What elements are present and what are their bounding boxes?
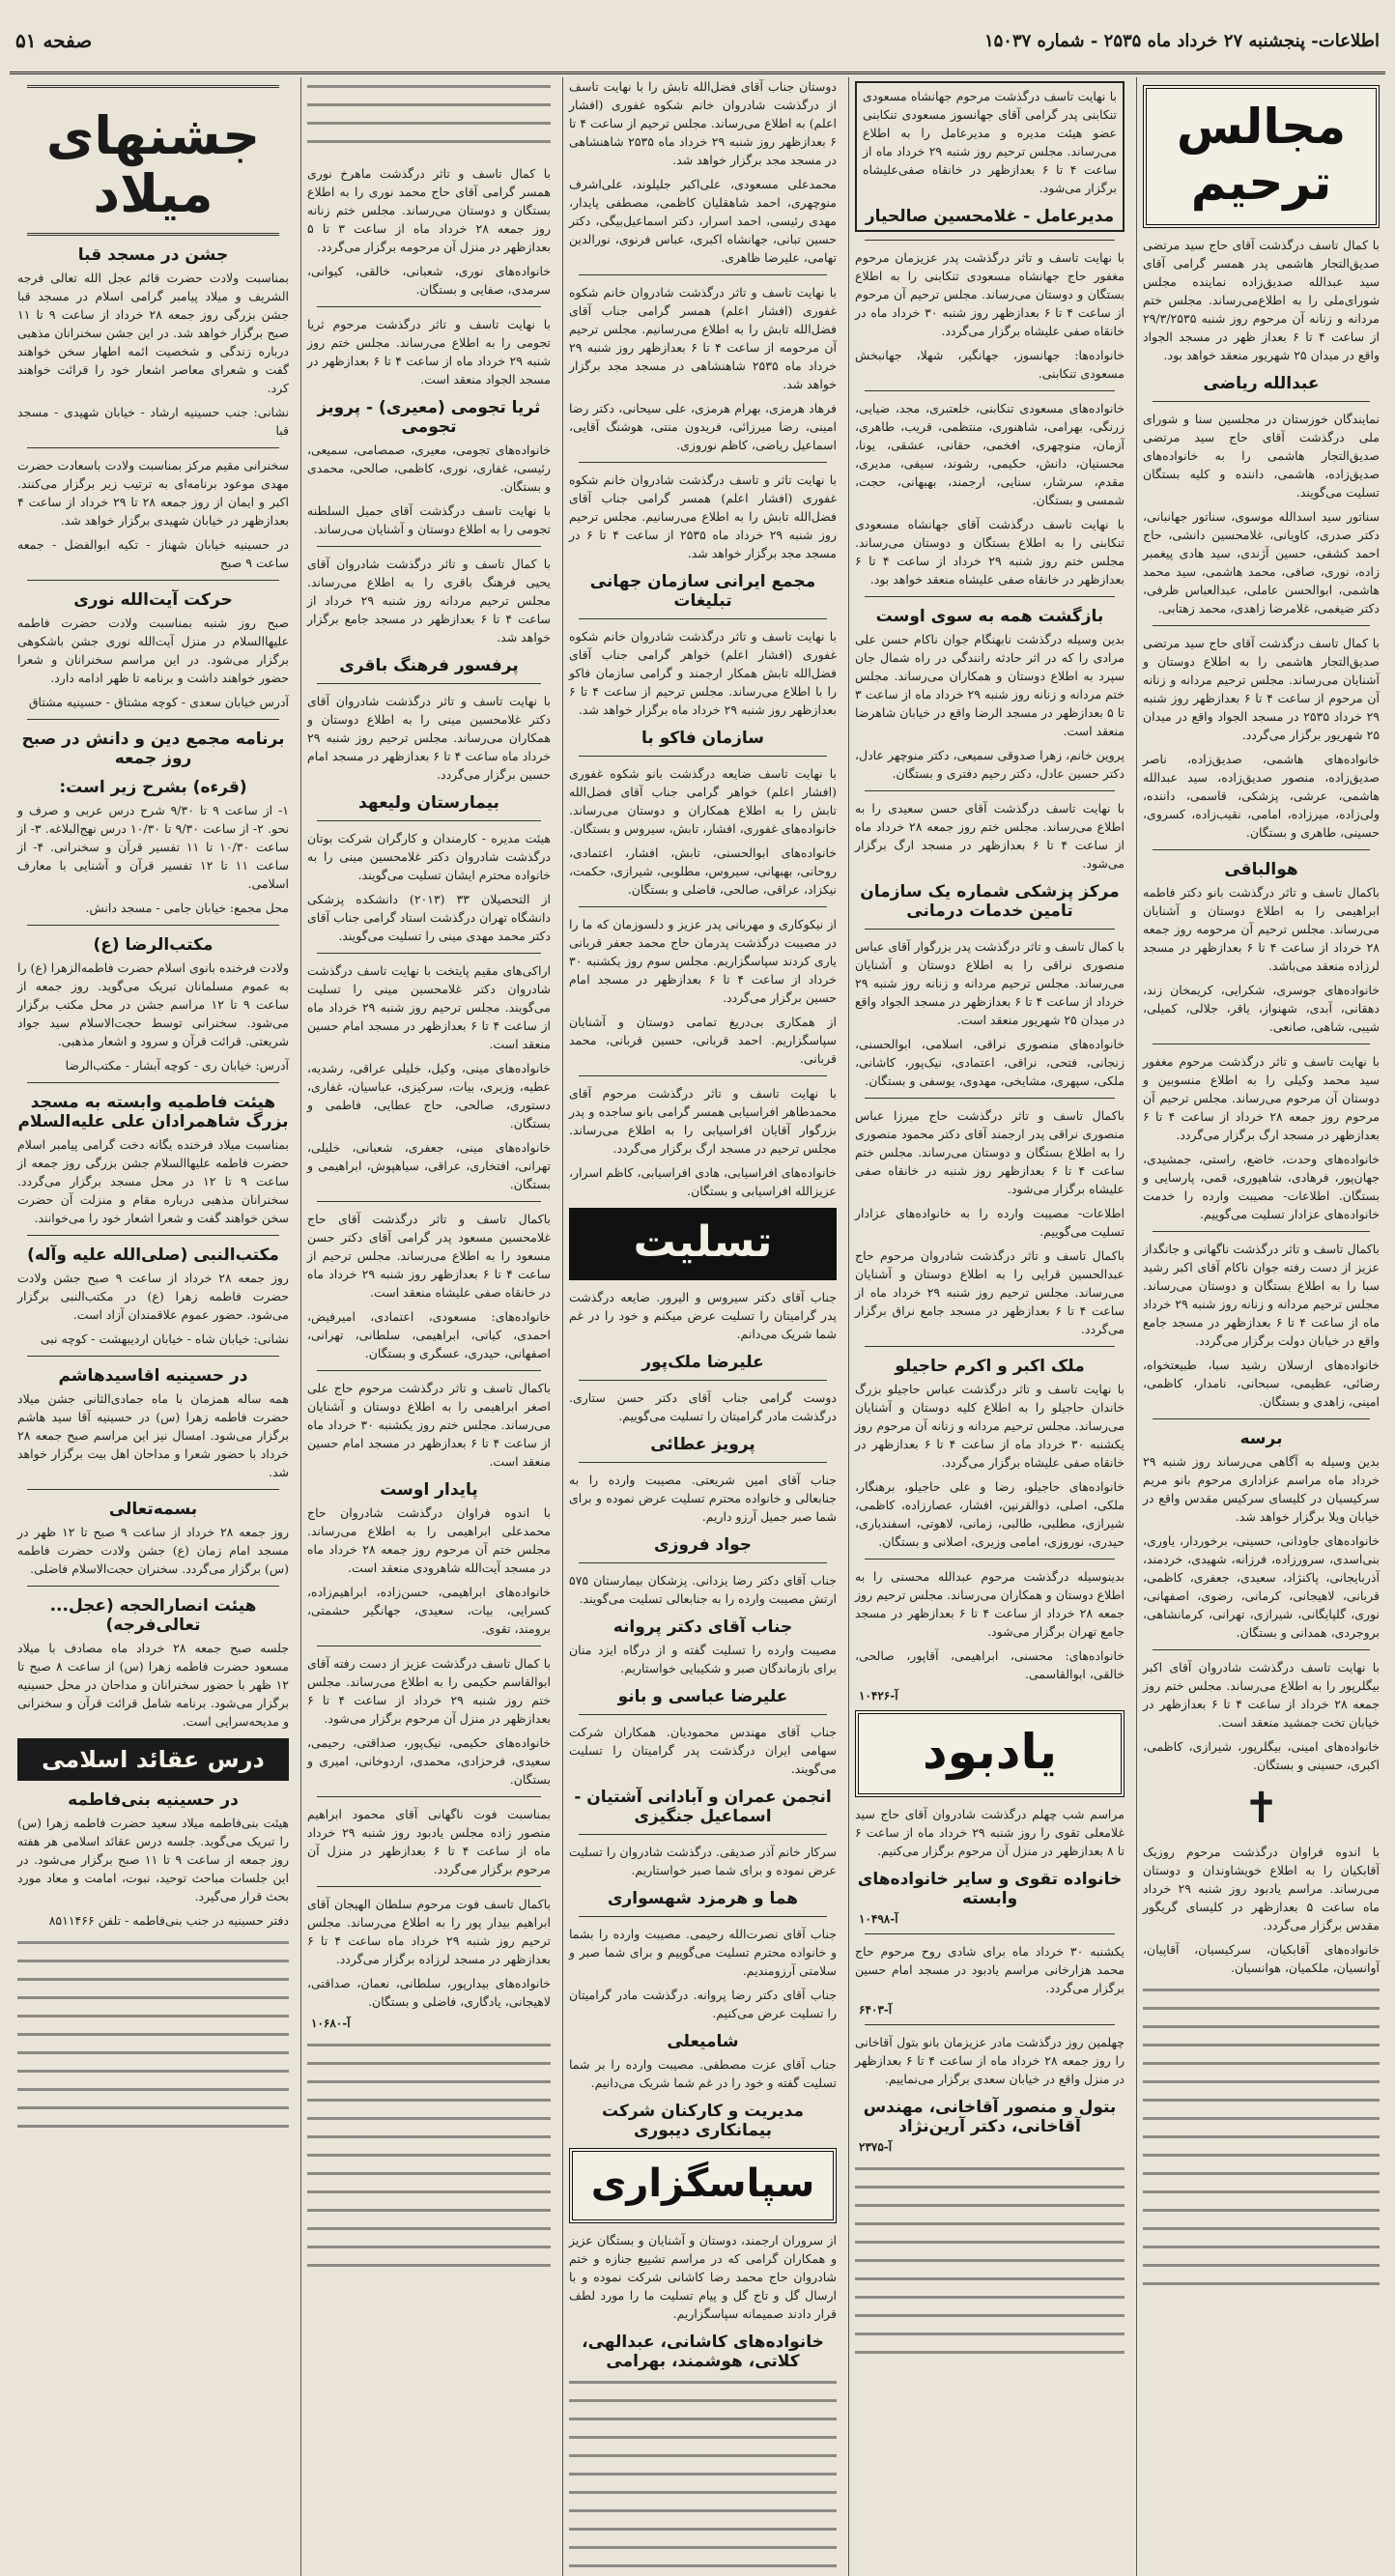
notice-text: یکشنبه ۳۰ خرداد ماه برای شادی روح مرحوم حاج محمد هزارخانی مراسم یادبود در مسجد امام حسین برگزار می‌گردد. (855, 1944, 1125, 1995)
text-filler (855, 2161, 1125, 2355)
text-filler (1143, 1983, 1380, 2292)
notice-text: جناب آقای نصرت‌الله رحیمی. مصیبت وارده را بشما و خانواده محترم تسلیت می‌گوییم و برای شما صبر و سلامتی آرزومندیم. (569, 1927, 837, 1978)
notice-text: چهلمین روز درگذشت مادر عزیزمان بانو بتول آقاخانی را روز جمعه ۲۸ خرداد ماه از ساعت ۴ تا ۶ بعدازظهر در منزل واقع در خیابان سعدی برگزار می‌نماییم. (855, 2035, 1125, 2086)
notice-text: با نهایت تاسف و تاثر درگذشت عباس حاجیلو بزرگ خاندان حاجیلو را به اطلاع کلیه دوستان و آشنایان می‌رساند. مجلس ترحیم مردانه و زنانه آن مرحوم روز یکشنبه ۳۰ خرداد ماه از ساعت ۴ تا ۶ بعدازظهر در خانقاه صفی علیشاه برگزار می‌گردد. (855, 1382, 1125, 1470)
notice-text: جناب آقای عزت مصطفی. مصیبت وارده را بر شما تسلیت گفته و خود را در غم شما شریک می‌دانیم. (569, 2057, 837, 2090)
section-title-condolence: تسلیت (569, 1208, 837, 1280)
notice-text: مصیبت وارده را تسلیت گفته و از درگاه ایزد منان برای بازماندگان صبر و شکیبایی خواستاریم. (569, 1643, 837, 1675)
notice-text: باکمال تاسف فوت مرحوم سلطان الهیجان آقای ابراهیم بیدار پور را به اطلاع می‌رساند. مجلس ترحیم روز شنبه ۲۹ خرداد ماه ساعت ۴ تا ۶ بعدازظهر در مسجد لرزاده برگزار می‌گردد. (307, 1897, 551, 1966)
notice-text: اطلاعات- مصیبت وارده را به خانواده‌های عزادار تسلیت می‌گوییم. (855, 1206, 1125, 1239)
notice-text: با اندوه فراوان درگذشت مرحوم روزیک آقابکیان را به اطلاع خویشاوندان و دوستان می‌رساند. مراسم یادبود روز شنبه ۲۹ خرداد ماه ساعت ۵ بعدازظهر در کلیسای گریگور مقدس برگزار می‌گردد. (1143, 1845, 1381, 1932)
notice-text: با کمال تاسف و تاثر درگذشت شادروان آقای یحیی فرهنگ باقری را به اطلاع می‌رساند. مجلس ترحیم مردانه روز شنبه ۲۹ خرداد از ساعت ۴ تا ۶ بعدازظهر در مسجد جامع برگزار خواهد شد. (307, 557, 551, 644)
notice-text: سرکار خانم آذر صدیقی. درگذشت شادروان را تسلیت عرض نموده و برای شما صبر خواستاریم. (569, 1845, 837, 1877)
notice-text: خانواده‌های حکیمی، نیک‌پور، صداقتی، رحیمی، سعیدی، فرحزادی، محمدی، اردوخانی، امیری و بستگان. (307, 1735, 551, 1787)
newspaper-page (10, 10, 1385, 2371)
notice-text: از سروران ارجمند، دوستان و آشنایان و بستگان عزیز و همکاران گرامی که در مراسم تشییع جنازه و ختم شادروان حاج محمد رضا کاشانی شرکت نموده و با ارسال گل و تاج گل و پیام تسلیت ما را مورد لطف قرار دادند صمیمانه سپاسگزاریم. (569, 2233, 837, 2321)
notice-text: خانواده‌های وحدت، خاضع، راستی، جمشیدی، جهان‌پور، فرهادی، شاهپوری، قمی، پارسایی و بستگان. اطلاعات- مصیبت وارده را خدمت خانواده‌های عزادار تسلیت می‌گوییم. (1143, 1152, 1380, 1221)
notice-text: خانواده‌های جاودانی، حسینی، برخوردار، یاوری، بنی‌اسدی، سرورزاده، فرزانه، شهیدی، خردمند، آذربایجانی، پاکنژاد، سعیدی، جعفری، کاظمی، قربانی، لاهیجانی، کرمانی، رضوی، اصفهانی، نوری، گلپایگانی، شیرازی، تهرانی، کرمانشاهی، بروجردی، همدانی و بستگان. (1143, 1533, 1380, 1640)
notice-text: آدرس خیابان سعدی - کوچه مشتاق - حسینیه مشتاق (28, 695, 289, 709)
notice-text: با نهایت تاسف درگذشت آقای جهانشاه مسعودی تنکابنی را به اطلاع بستگان و دوستان می‌رساند. مجلس ختم روز شنبه ۲۹ خرداد از ساعت ۴ تا ۶ بعدازظهر در خانقاه صفی علیشاه منعقد خواهد بود. (855, 517, 1125, 587)
notice-heading: حرکت آیت‌الله نوری (73, 590, 233, 610)
notice-signature: عبدالله ریاضی (1203, 374, 1320, 393)
notice-text: نشانی: خیابان شاه - خیابان اردیبهشت - کوچه نبی (40, 1331, 289, 1346)
notice-signature: خانواده تقوی و سایر خانواده‌های وابسته (857, 1870, 1123, 1908)
notice-text: ۱- از ساعت ۹ تا ۹/۳۰ شرح درس عربی و صرف و نحو. ۲- از ساعت ۹/۳۰ تا ۱۰/۳۰ درس نهج‌البلاغه. ۳- از ساعت ۱۰/۳۰ تا ۱۱ تفسیر قرآن و سخنرانی. ۴- از ساعت ۱۱ تا ۱۲ تفسیر قرآن و آشنایی با معارف اسلامی. (17, 803, 290, 891)
notice-text: خانواده‌های مینی، جعفری، شعبانی، خلیلی، تهرانی، افتخاری، عراقی، سیاهپوش، ابراهیمی و بستگان. (307, 1140, 551, 1191)
notice-signature: مرکز پزشکی شماره یک سازمان تامین خدمات درمانی (860, 882, 1120, 921)
column-4 (300, 77, 556, 2576)
section-title-birthdays: جشنهای میلاد (45, 105, 261, 224)
notice-text: باکمال تاسف و تاثر درگذشت ناگهانی و جانگداز عزیز از دست رفته جوان ناکام آقای اکبر رشید سبا را به اطلاع بستگان و دوستان می‌رساند. مجلس ترحیم مردانه و زنانه روز شنبه ۲۹ خرداد ماه از ساعت ۴ تا ۶ بعدازظهر در مسجد جامع واقع در خیابان دولت برگزار می‌گردد. (1143, 1242, 1381, 1348)
notice-text: با اندوه فراوان درگذشت شادروان حاج محمدعلی ابراهیمی را به اطلاع می‌رساند. مجلس ختم آن مرحوم روز جمعه ۲۸ خرداد ماه در مسجد آیت‌الله شاهرودی منعقد است. (307, 1505, 551, 1575)
notice-text: سناتور سید اسدالله موسوی، سناتور جهانبانی، دکتر صدری، کاویانی، غلامحسین دانشی، حاج احمد کشفی، حسین آژندی، سید هادی پیغمبر زاده، نوری، صافی، محمد هاشمی، سید محمد هاشمی، ابوالحسن عاملی، عبدالعباس ظرفی، دکتر ضیغمی، غلامرضا زاهدی، محمد زهتابی. (1143, 509, 1380, 615)
notice-text: از نیکوکاری و مهربانی پدر عزیز و دلسوزمان که ما را در مصیبت درگذشت پدرمان حاج محمد جعفر قربانی یاری کردند سپاسگزاریم. مجلس سوم روز یکشنبه ۳۰ خرداد از ساعت ۴ تا ۶ بعدازظهر در مسجد امام حسین برگزار می‌گردد. (569, 917, 837, 1005)
notice-text: جناب آقای دکتر رضا پروانه. درگذشت مادر گرامیتان را تسلیت عرض می‌کنیم. (569, 1988, 837, 2020)
notice-text: جناب آقای دکتر رضا یزدانی. پزشکان بیمارستان ۵۷۵ ارتش مصیبت وارده را به جنابعالی تسلیت می‌گویند. (569, 1573, 837, 1606)
column-1 (1136, 77, 1385, 2576)
notice-heading: هوالباقی (1224, 860, 1298, 879)
section-title-thanks: سپاسگزاری (569, 2148, 837, 2223)
notice-text: باکمال تاسف و تاثر درگذشت شادروان مرحوم حاج عبدالحسین قرایی را به اطلاع دوستان و آشنایان می‌رساند. مجلس ترحیم روز شنبه ۲۹ خرداد ماه از ساعت ۴ تا ۶ بعدازظهر در مسجد جامع نراق برگزار می‌گردد. (855, 1248, 1125, 1336)
ad-code: آ-۱۰۴۹۸ (859, 1912, 898, 1926)
notice-signature: مجمع ایرانی سازمان جهانی تبلیغات (589, 572, 816, 611)
notice-text: جناب آقای دکتر سیروس و الیرور. ضایعه درگذشت پدر گرامیتان را تسلیت عرض میکنم و خود را در غم شما شریک می‌دانم. (569, 1290, 837, 1341)
notice-text: با نهایت تاثر و تاسف درگذشت شادروان خانم شکوه غفوری (افشار اعلم) همسر گرامی جناب آقای فضل‌الله تابش را به اطلاع می‌رسانیم. مجلس ترحیم روز شنبه ۲۹ خرداد ماه ۲۵۳۵ از ساعت ۴ تا ۶ در مسجد مجد برگزار خواهد شد. (569, 472, 837, 560)
notice-text: با نهایت تاسف درگذشت مرحوم جهانشاه مسعودی تنکابنی پدر گرامی آقای جهانسوز مسعودی تنکابنی عضو هیئت مدیره و مدیرعامل را به اطلاع می‌رساند. مجلس ترحیم روز شنبه ۲۹ خرداد ماه از ساعت ۴ تا ۶ بعدازظهر در خانقاه صفی‌علیشاه برگزار می‌شود. (863, 89, 1117, 195)
notice-text: خانواده‌های منصوری نراقی، اسلامی، ابوالحسنی، زنجانی، فتحی، نراقی، اعتمادی، نیک‌پور، کاشانی، ملکی، سپهری، مشایخی، مهدوی، یوسفی و بستگان. (855, 1037, 1125, 1088)
column-3 (562, 77, 842, 2576)
notice-signature: هما و هرمزد شهسواری (607, 1889, 799, 1908)
notice-heading: پایدار اوست (380, 1480, 478, 1500)
notice-text: خانواده‌های بیدارپور، سلطانی، نعمان، صداقتی، لاهیجانی، یادگاری، فاضلی و بستگان. (307, 1976, 551, 2009)
notice-text: با کمال تاسف و تاثر درگذشت پدر بزرگوار آقای عباس منصوری نراقی را به اطلاع دوستان و آشنایان می‌رساند. مجلس ترحیم مردانه و زنانه روز شنبه ۲۹ خرداد از ساعت ۴ تا ۶ بعدازظهر در مسجد الجواد واقع در میدان ۲۵ شهریور منعقد است. (855, 939, 1125, 1027)
notice-signature: پرویز عطائی (650, 1435, 755, 1454)
notice-text: پروین خانم، زهرا صدوقی سمیعی، دکتر منوچهر عادل، دکتر حسین عادل، دکتر رحیم دفتری و بستگان. (855, 748, 1125, 781)
notice-signature: بیمارستان ولیعهد (358, 793, 499, 813)
notice-subheading: (قرءه) بشرح زیر است: (59, 778, 247, 797)
notice-text: دفتر حسینیه در جنب بنی‌فاطمه - تلفن ۸۵۱۱۴۶۶ (48, 1913, 289, 1928)
notice-text: خانواده‌های مسعودی تنکابنی، خلعتبری، مجد، ضیایی، زرنگی، بهرامی، شاهنوری، منتظمی، قریب، طاهری، آزمان، منوچهری، افخمی، حقانی، عشقی، یونا، محسنیان، دانش، حکیمی، رشوند، سیفی، مدیری، مقدم، سرشار، سنایی، ارجمند، بهبهانی، حجت، شمسی و بستگان. (855, 401, 1125, 507)
text-filler (569, 2375, 837, 2568)
notice-text: دوست گرامی جناب آقای دکتر حسن ستاری. درگذشت مادر گرامیتان را تسلیت می‌گوییم. (569, 1390, 837, 1423)
notice-heading: در حسینیه اقاسیدهاشم (58, 1366, 248, 1386)
notice-text: باکمال تاسف و تاثر درگذشت مرحوم حاج علی اصغر ابراهیمی را به اطلاع دوستان و آشنایان می‌رساند. مجلس ختم روز یکشنبه ۳۰ خرداد ماه از ساعت ۴ تا ۶ بعدازظهر در مسجد امام حسین منعقد است. (307, 1381, 552, 1469)
notice-text: خانواده‌های حاجیلو، رضا و علی حاجیلو، برهنگار، ملکی، اصلی، ذوالقرنین، افشار، عصارزاده، کاظمی، شیرازی، مطلبی، طالبی، زمانی، لاهوتی، اسفندیاری، حیدری، نوروزی، امامی وزیری، اصلانی و بستگان. (855, 1479, 1125, 1549)
notice-text: باکمال تاسف و تاثر درگذشت حاج میرزا عباس منصوری نراقی پدر ارجمند آقای دکتر محمود منصوری را به اطلاع بستگان و دوستان می‌رساند. مجلس ختم ساعت ۴ تا ۶ بعدازظهر روز شنبه در خانقاه صفی علیشاه برگزار می‌شود. (855, 1108, 1125, 1196)
notice-text: با نهایت تاسف و تاثر درگذشت شادروان آقای دکتر غلامحسین مینی را به اطلاع دوستان و همکاران می‌رساند. مجلس ترحیم روز شنبه ۲۹ خرداد ماه ساعت ۴ تا ۶ بعدازظهر در مسجد امام حسین برگزار می‌گردد. (307, 694, 551, 782)
masthead (10, 10, 1385, 74)
notice-heading: هیئت فاطمیه وابسته به مسجد بزرگ شاهمرادان علی علیه‌السلام (17, 1093, 289, 1131)
notice-text: در حسینیه خیابان شهناز - تکیه ابوالفضل - جمعه ساعت ۹ صبح (17, 537, 289, 570)
notice-heading: هیئت انصارالحجه (عجل... تعالی‌فرجه) (49, 1596, 257, 1635)
notice-text: فرهاد هرمزی، بهرام هرمزی، علی سیحانی، دکتر رضا امینی، رضا میرزائی، فریدون منتی، هوشنگ آقایی، اسماعیل ریاضی، کاظم نوروزی. (569, 401, 837, 452)
notice-text: ولادت فرخنده بانوی اسلام حضرت فاطمه‌الزهرا (ع) را به عموم مسلمانان تبریک می‌گوید. روز جمعه از ساعت ۹ تا ۱۲ مراسم جشن در محل مکتب برگزار می‌شود. سخنرانی توسط حجت‌الاسلام سید جواد شریعتی. قرائت قرآن و سرود و اشعار مذهبی. (17, 960, 289, 1048)
notice-signature: جواد فروزی (653, 1535, 753, 1555)
notice-text: بمناسبت میلاد فرخنده یگانه دخت گرامی پیامبر اسلام حضرت فاطمه علیهاالسلام جشن بزرگی روز جمعه از ساعت ۹ تا ۱۲ در محل مسجد برگزار می‌گردد. سخنرانان مذهبی درباره مقام و منزلت آن حضرت سخن خواهند گفت و شعرا اشعار خود را می‌خوانند. (17, 1137, 289, 1225)
notice-text: خانواده‌های هاشمی، صدیق‌زاده، ناصر صدیق‌زاده، منصور صدیق‌زاده، سید عبدالله هاشمی، عرشی، پزشکی، قاسمی، داننده، ولی‌زاده، میرزاده، امامی، نقیب‌زاده، کسروی، حسینی، طاهری و بستگان. (1143, 752, 1380, 840)
notice-text: خانواده‌های ارسلان رشید سبا، طبیعتخواه، رضائی، عظیمی، سبحانی، نامدار، کاظمی، امینی، زاهدی و بستگان. (1143, 1358, 1380, 1409)
notice-text: با نهایت تاسف ضایعه درگذشت بانو شکوه غفوری (افشار اعلم) خواهر گرامی جناب آقای فضل‌الله تابش را به اطلاع همکاران و دوستان می‌رساند. خانواده‌های غفوری، افشار، تابش، سیروس و بستگان. (569, 766, 837, 836)
notice-heading: برنامه مجمع دین و دانش در صبح روز جمعه (21, 730, 285, 768)
text-filler (307, 79, 551, 157)
notice-text: از همکاری بی‌دریغ تمامی دوستان و آشنایان سپاسگزاریم. احمد قربانی، حسین قربانی، محمد قربانی. (569, 1015, 837, 1066)
notice-text: خانواده‌های آقابکیان، سرکیسیان، آقاپیان، آوانسیان، ملکمیان، هوانسیان. (1143, 1942, 1380, 1975)
ad-code: آ-۶۴۰۳ (859, 2003, 893, 2017)
notice-text: با نهایت تاسف درگذشت آقای حسن سعیدی را به اطلاع می‌رساند. مجلس ختم روز جمعه ۲۸ خرداد ماه از ساعت ۴ تا ۶ بعدازظهر در مسجد ارگ برگزار می‌شود. (855, 801, 1125, 871)
notice-text: خانواده‌های جوسری، شکرایی، کریمخان زند، دهقانی، آبدی، شهنواز، یاقر، جلالی، کمیلی، شیبی، شاهی، صانعی. (1143, 983, 1380, 1034)
column-2 (848, 77, 1130, 2576)
notice-text: جلسه صبح جمعه ۲۸ خرداد ماه مصادف با میلاد مسعود حضرت فاطمه زهرا (س) از ساعت ۸ صبح تا ۱۲ ظهر با حضور سخنرانان و مداحان در محل حسینیه برگزار می‌شود. برنامه شامل قرائت قرآن و سخنرانی و مدیحه‌سرایی است. (17, 1641, 289, 1729)
notice-heading: برسه (1239, 1429, 1283, 1448)
notice-signature: علیرضا ملک‌پور (641, 1353, 764, 1372)
cross-icon: ✝ (1243, 1784, 1279, 1833)
notice-heading: بازگشت همه به سوی اوست (875, 607, 1104, 626)
notice-text: با نهایت تاسف و تاثر درگذشت پدر عزیزمان مرحوم مغفور حاج جهانشاه مسعودی تنکابنی را به اطلاع بستگان و دوستان می‌رساند. مجلس ترحیم آن مرحوم از ساعت ۴ تا ۶ بعدازظهر روز شنبه ۳۰ خرداد ماه در خانقاه صفی علیشاه برگزار می‌گردد. (855, 250, 1125, 338)
notice-signature: پرفسور فرهنگ باقری (339, 656, 519, 675)
notice-text: خانواده‌های: مسعودی، اعتمادی، امیرفیض، احمدی، کیانی، ابراهیمی، سلطانی، تهرانی، اصفهانی، حیدری، عسگری و بستگان. (307, 1309, 551, 1360)
notice-text: آدرس: خیابان ری - کوچه آبشار - مکتب‌الرضا (65, 1058, 289, 1073)
notice-signature: ثریا تجومی (معیری) - پرویز تجومی (317, 398, 541, 437)
notice-signature: خانواده‌های کاشانی، عبدالهی، کلاتی، هوشمند، بهرامی (582, 2333, 824, 2371)
notice-text: با نهایت تاسف و تاثر درگذشت شادروان خانم شکوه غفوری (افشار اعلم) خواهر گرامی جناب آقای فضل‌الله تابش همکار ارجمند و گرامی سازمان فاکو را با اطلاع می‌رساند. مجلس ترحیم از ساعت ۴ تا ۶ بعدازظهر روز شنبه ۲۹ خرداد ماه برگزار خواهد شد. (569, 629, 837, 717)
columns (10, 77, 1385, 2371)
notice-text: با کمال تاسف درگذشت آقای حاج سید مرتضی صدیق‌التجار هاشمی پدر همسر گرامی آقای سید عبدالله صدیق‌زاده نماینده مجلس شورای‌ملی را به اطلاع‌می‌رساند. مجلس ختم مردانه و زنانه آن مرحوم روز شنبه ۲۹/۳/۲۵۳۵ از ساعت ۴ تا ۶ بعداز ظهر در مسجد الجواد واقع در میدان ۲۵ شهریور منعقد خواهد بود. (1143, 238, 1381, 362)
notice-text: جناب آقای امین شریعتی. مصیبت وارده را به جنابعالی و خانواده محترم تسلیت عرض نموده و برای شما صبر جمیل آرزو داریم. (569, 1473, 837, 1524)
issue-info: اطلاعات- پنجشنبه ۲۷ خرداد ماه ۲۵۳۵ - شماره ۱۵۰۳۷ (983, 30, 1380, 51)
notice-text: اراکی‌های مقیم پایتخت با نهایت تاسف درگذشت شادروان دکتر غلامحسین مینی را تسلیت می‌گویند. مجلس ترحیم روز شنبه ۲۹ خرداد ماه از ساعت ۴ تا ۶ بعدازظهر در مسجد امام حسین منعقد است. (307, 963, 552, 1051)
notice-text: صبح روز شنبه بمناسبت ولادت حضرت فاطمه علیهاالسلام در منزل آیت‌الله نوری جشن باشکوهی برگزار می‌شود. در این مراسم سخنرانان و شعرا حضور خواهند داشت و برنامه تا ظهر ادامه دارد. (17, 615, 289, 685)
notice-heading: مکتب‌النبی (صلی‌الله علیه وآله) (27, 1245, 279, 1265)
notice-heading: ملک اکبر و اکرم حاجیلو (895, 1357, 1085, 1376)
column-5 (12, 77, 295, 2576)
section-title-obituaries: مجالس ترحیم (1143, 85, 1380, 228)
ad-code: آ-۱۰۴۲۶ (859, 1689, 898, 1703)
text-filler (307, 2038, 551, 2270)
notice-text: با نهایت تاسف و تاثر درگذشت مرحوم ثریا تجومی را به اطلاع می‌رساند. مجلس ختم روز شنبه ۲۹ خرداد ماه از ساعت ۴ تا ۶ بعدازظهر در مسجد الجواد منعقد است. (307, 317, 551, 386)
notice-text: مراسم شب چهلم درگذشت شادروان آقای حاج سید غلامعلی تقوی را روز شنبه ۲۹ خرداد ماه از ساعت ۶ تا ۸ بعدازظهر در منزل آن مرحوم برگزار می‌کنیم. (855, 1807, 1125, 1858)
notice-text: دوستان جناب آقای فضل‌الله تابش را با نهایت تاسف از درگذشت شادروان خانم شکوه غفوری (افشار اعلم) به اطلاع می‌رساند. مجلس ترحیم از ساعت ۴ تا ۶ بعدازظهر روز شنبه ۲۹ خرداد ماه ۲۵۳۵ شاهنشاهی در مسجد مجد برگزار خواهد شد. (569, 79, 837, 167)
notice-signature: مدیریت و کارکنان شرکت بیمانکاری دیبوری (602, 2102, 804, 2140)
notice-text: بدینوسیله درگذشت مرحوم عبدالله محسنی را به اطلاع دوستان و همکاران می‌رساند. مجلس ترحیم روز جمعه ۲۸ خرداد از ساعت ۴ تا ۶ بعدازظهر در مسجد جامع تهران برگزار می‌شود. (855, 1569, 1125, 1639)
notice-text: با نهایت تاسف و تاثر درگذشت مرحوم آقای محمدطاهر افراسیابی همسر گرامی بانو ساجده و پدر بزرگوار آقایان افراسیابی را به اطلاع می‌رساند. مجلس ترحیم در مسجد ارگ برگزار می‌گردد. (569, 1086, 837, 1156)
notice-text: روز جمعه ۲۸ خرداد از ساعت ۹ صبح تا ۱۲ ظهر در مسجد امام زمان (ع) جشن ولادت حضرت فاطمه (س) برگزار می‌گردد. سخنران حجت‌الاسلام فاضلی. (17, 1525, 289, 1576)
notice-text: محمدعلی مسعودی، علی‌اکبر جلیلوند، علی‌اشرف منوچهری، احمد شاهقلیان کاظمی، مصطفی پایدار، مهدی رئیسی، احمد اسرار، دکتر اسماعیل‌بیگی، دکتر حسین تبانی، جهانشاه اکبری، عباس فرنوی، نورالدین تهامی، علیرضا ظاهری. (569, 177, 837, 265)
notice-text: همه ساله همزمان با ماه جمادی‌الثانی جشن میلاد حضرت فاطمه زهرا (س) در حسینیه آقا سید هاشم برگزار می‌شود. امسال نیز این مراسم صبح جمعه ۲۸ خرداد با حضور شعرا و مداحان اهل بیت برگزار خواهد شد. (17, 1391, 289, 1479)
section-title-memorial: یادبود (855, 1710, 1125, 1797)
notice-text: با نهایت تاسف و تاثر درگذشت شادروان خانم شکوه غفوری (افشار اعلم) همسر گرامی جناب آقای فضل‌الله تابش را به اطلاع می‌رسانیم. مجلس ترحیم آن مرحومه از ساعت ۴ تا ۶ بعدازظهر روز شنبه ۲۹ خرداد ماه ۲۵۳۵ شاهنشاهی در مسجد مجد برگزار خواهد شد. (569, 285, 837, 391)
notice-heading: جناب آقای دکتر پروانه (612, 1617, 793, 1637)
ad-code: آ-۱۰۶۸۰ (311, 2017, 351, 2030)
notice-text: با نهایت تاسف و تاثر درگذشت مرحوم مغفور سید محمد وکیلی را به اطلاع منسوبین و دوستان آن مرحوم می‌رساند. مجلس ترحیم آن مرحوم روز جمعه ۲۸ خرداد از ساعت ۴ تا ۶ بعدازظهر در مسجد ارگ برگزار می‌گردد. (1143, 1054, 1380, 1142)
notice-text: از التحصیلان ۳۳ (۲۰۱۳) دانشکده پزشکی دانشگاه تهران درگذشت استاد گرامی جناب آقای دکتر محمد مهدی مینی را تسلیت می‌گویند. (307, 892, 551, 943)
notice-signature: شامیعلی (667, 2032, 739, 2051)
notice-text: خانواده‌های مینی، وکیل، خلیلی عراقی، رشدیه، عطیه، وزیری، بیات، سرکیزی، عباسیان، غفاری، دستوری، صالحی، حاج عطایی، فاطمی و بستگان. (307, 1061, 551, 1131)
notice-text: خانواده‌های تجومی، معیری، صمصامی، سمیعی، رئیسی، غفاری، نوری، کاظمی، صالحی، محمدی و بستگان. (307, 443, 551, 494)
notice-heading: جشن در مسجد قبا (77, 245, 229, 265)
section-title-islamic-beliefs: درس عقائد اسلامی (17, 1738, 289, 1781)
page-number: صفحه ۵۱ (15, 29, 93, 52)
notice-text: با نهایت تاسف درگذشت آقای جمیل السلطنه تجومی را به اطلاع دوستان و آشنایان می‌رساند. (307, 503, 551, 536)
notice-text: سخنرانی مقیم مرکز بمناسبت ولادت باسعادت حضرت مهدی موعود برنامه‌ای به ترتیب زیر برگزار می‌کنند. اکبر و ایمان از روز جمعه ۲۸ تا ۲۹ خرداد از ساعت ۴ بعدازظهر در خیابان شهیدی برگزار خواهد شد. (17, 458, 289, 528)
notice-text: خانواده‌های ابراهیمی، حسن‌زاده، ابراهیم‌زاده، کسرایی، بیات، سعیدی، جهانگیر حشمتی، برومند، تقوی. (307, 1585, 551, 1636)
notice-text: با کمال تاسف و تاثر درگذشت ماهرخ نوری همسر گرامی آقای حاج محمد نوری را به اطلاع بستگان و دوستان می‌رساند. مجلس ختم زنانه روز جمعه ۲۸ خرداد ماه از ساعت ۳ تا ۵ بعدازظهر در منزل آن مرحومه برگزار می‌گردد. (307, 166, 551, 254)
notice-heading: بسمه‌تعالی (108, 1500, 198, 1519)
notice-text: هیئت بنی‌فاطمه میلاد سعید حضرت فاطمه زهرا (س) را تبریک می‌گوید. جلسه درس عقائد اسلامی هر هفته روز جمعه از ساعت ۹ تا ۱۱ صبح برگزار می‌شود. در این جلسات مباحث توحید، نبوت، امامت و معاد مورد بحث قرار می‌گیرد. (17, 1816, 289, 1903)
notice-text: هیئت مدیره - کارمندان و کارگران شرکت بوتان درگذشت شادروان دکتر غلامحسین مینی را به خانواده محترم ایشان تسلیت می‌گویند. (307, 831, 551, 882)
notice-text: با کمال تاسف درگذشت عزیز از دست رفته آقای ابوالقاسم حکیمی را به اطلاع می‌رساند. مجلس ختم روز شنبه ۲۹ خرداد از ساعت ۴ تا ۶ بعدازظهر در منزل آن مرحوم برگزار می‌شود. (307, 1656, 551, 1726)
notice-signature: بتول و منصور آقاخانی، مهندس آقاخانی، دکتر آرین‌نژاد (863, 2098, 1117, 2136)
notice-text: جناب آقای مهندس محمودیان. همکاران شرکت سهامی ایران درگذشت پدر گرامیتان را تسلیت می‌گویند. (569, 1725, 837, 1776)
notice-text: بدین وسیله درگذشت نابهنگام جوان ناکام حسن علی مرادی را که در اثر حادثه رانندگی در راه شمال جان سپرد به اطلاع دوستان و همکاران می‌رساند. مجلس ختم مردانه و زنانه روز شنبه ۲۹ خرداد ماه از ساعت ۳ تا ۵ بعدازظهر در مسجد الرضا واقع در خیابان شاهرضا منعقد است. (855, 632, 1125, 738)
notice-text: با نهایت تاسف درگذشت شادروان آقای اکبر بیگلرپور را به اطلاع می‌رساند. مجلس ختم روز جمعه ۲۸ خرداد از ساعت ۴ تا ۶ بعدازظهر در خیابان تخت جمشید منعقد است. (1143, 1660, 1380, 1730)
notice-text: خانواده‌های افراسیابی، هادی افراسیابی، کاظم اسرار، عزیزالله افراسیابی و بستگان. (569, 1165, 837, 1198)
notice-signature: مدیرعامل - غلامحسین صالحیار (865, 207, 1115, 226)
notice-text: باکمال تاسف و تاثر درگذشت آقای حاج غلامحسین مسعود پدر گرامی آقای دکتر حسن مسعود را به اطلاع می‌رساند. مجلس ترحیم از ساعت ۴ تا ۶ بعدازظهر روز شنبه ۲۹ خرداد ماه در خانقاه صفی علیشاه منعقد است. (307, 1212, 551, 1300)
notice-text: بمناسبت فوت ناگهانی آقای محمود ابراهیم منصور زاده مجلس یادبود روز شنبه ۲۹ خرداد ماه از ساعت ۴ تا ۶ بعدازظهر در منزل آن مرحوم برگزار می‌گردد. (307, 1807, 552, 1876)
ad-code: آ-۲۳۷۵ (859, 2140, 893, 2154)
notice-heading: در حسینیه بنی‌فاطمه (68, 1790, 239, 1810)
notice-text: خانواده‌های ابوالحسنی، تابش، افشار، اعتمادی، روحانی، بهبهانی، سیروس، مطلوبی، شیرازی، حکمت، نیکزاد، عراقی، صالحی، فاضلی و بستگان. (569, 845, 837, 897)
notice-signature: سازمان فاکو با (641, 729, 764, 748)
text-filler (17, 1935, 289, 2129)
notice-text: خانواده‌های: محسنی، ابراهیمی، آقاپور، صالحی، خالقی، ابوالقاسمی. (855, 1648, 1125, 1681)
notice-text: بدین وسیله به آگاهی می‌رساند روز شنبه ۲۹ خرداد ماه مراسم عزاداری مرحوم بانو مریم سرکیسیان در کلیسای سرکیس مقدس واقع در خیابان ویلا برگزار خواهد شد. (1143, 1454, 1380, 1524)
notice-text: بمناسبت ولادت حضرت قائم عجل الله تعالی فرجه الشریف و میلاد پیامبر گرامی اسلام در مسجد قبا جشن بزرگی روز جمعه ۲۸ خرداد از ساعت ۹ تا ۱۱ صبح برگزار خواهد شد. در این جشن سخنرانان مذهبی درباره زندگی و شخصیت ائمه اطهار سخن خواهند گفت و شعرای معاصر اشعار خود را قرائت خواهند کرد. (17, 271, 289, 395)
notice-heading: مکتب‌الرضا (ع) (93, 935, 214, 955)
notice-signature: انجمن عمران و آبادانی آشتیان - اسماعیل جنگیزی (574, 1788, 832, 1826)
notice-signature: علیرضا عباسی و بانو (617, 1687, 788, 1706)
notice-text: نشانی: جنب حسینیه ارشاد - خیابان شهیدی - مسجد قبا (17, 405, 289, 438)
notice-text: خانواده‌های امینی، بیگلرپور، شیرازی، کاظمی، اکبری، حسینی و بستگان. (1143, 1739, 1380, 1772)
notice-text: باکمال تاسف و تاثر درگذشت بانو دکتر فاطمه ابراهیمی را به اطلاع دوستان و آشنایان می‌رساند. مجلس ترحیم آن مرحومه روز جمعه ۲۸ خرداد از ساعت ۴ تا ۶ بعدازظهر در مسجد لرزاده منعقد می‌باشد. (1143, 885, 1381, 973)
notice-text: روز جمعه ۲۸ خرداد از ساعت ۹ صبح جشن ولادت حضرت فاطمه زهرا (ع) در مکتب‌النبی برگزار می‌شود. حضور عموم علاقمندان آزاد است. (17, 1271, 289, 1322)
notice-text: محل مجمع: خیابان جامی - مسجد دانش. (85, 901, 289, 915)
notice-text: خانواده‌ها: جهانسوز، جهانگیر، شهلا، جهانبخش مسعودی تنکابنی. (855, 348, 1125, 381)
notice-text: با کمال تاسف درگذشت آقای حاج سید مرتضی صدیق‌التجار هاشمی را به اطلاع دوستان و آشنایان می‌رساند. مجلس ترحیم مردانه و زنانه آن مرحوم از ساعت ۴ تا ۶ بعدازظهر روز شنبه ۲۹ خرداد ۲۵۳۵ در مسجد الجواد واقع در میدان ۲۵ شهریور برگزار می‌گردد. (1143, 636, 1381, 742)
notice-text: نمایندگان خوزستان در مجلسین سنا و شورای ملی درگذشت آقای حاج سید مرتضی صدیق‌التجار هاشمی را به خانواده‌های صدیق‌زاده، هاشمی، داننده و کلیه بستگان تسلیت می‌گویند. (1143, 412, 1380, 500)
notice-text: خانواده‌های نوری، شعبانی، خالقی، کیوانی، سرمدی، صفایی و بستگان. (307, 264, 551, 297)
